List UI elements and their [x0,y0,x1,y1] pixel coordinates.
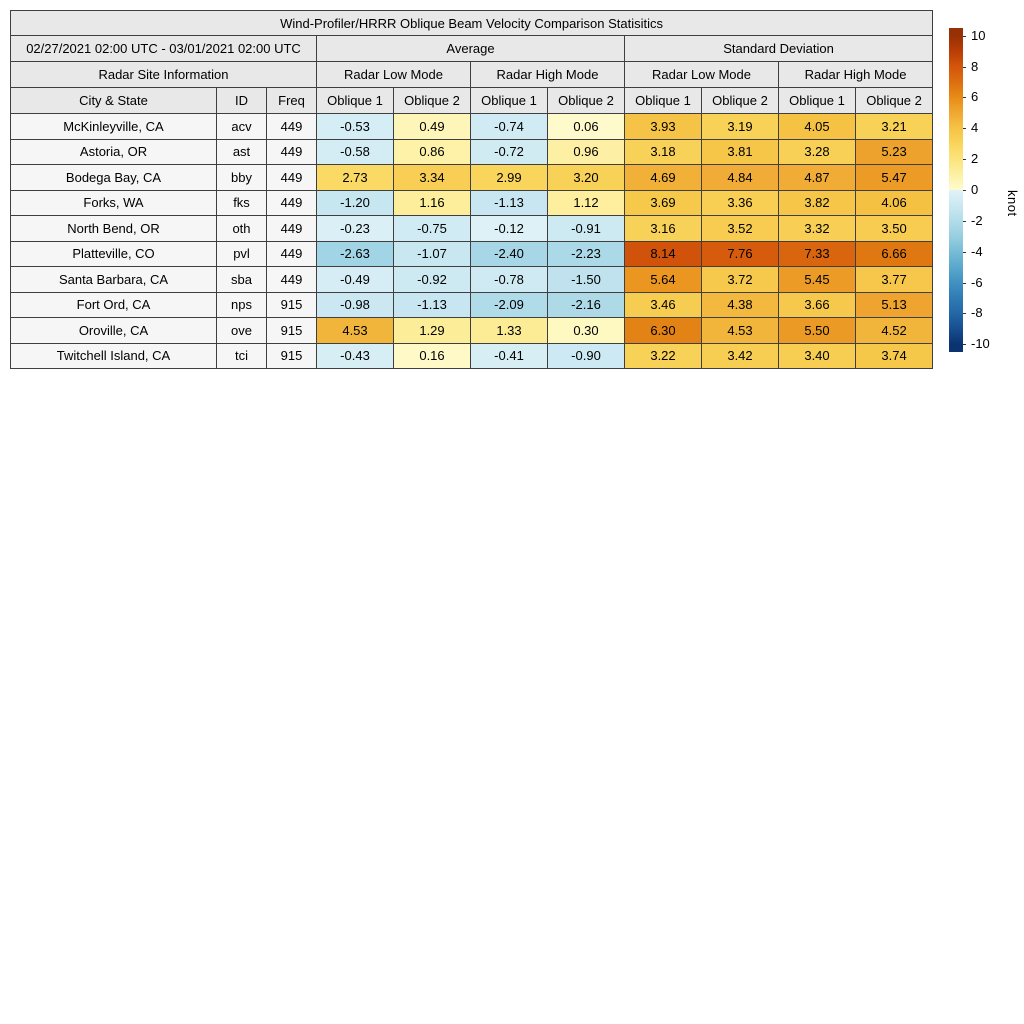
value-cell: -2.40 [471,241,548,267]
colorbar-tick-label: 8 [971,58,979,74]
value-cell: 4.53 [702,318,779,344]
city-state-header: City & State [11,88,217,114]
value-cell: 4.06 [856,190,933,216]
colorbar-tick [963,221,966,222]
statistics-table [10,10,933,369]
oblique2-header: Oblique 2 [548,88,625,114]
value-cell: -1.13 [471,190,548,216]
table-row [11,241,933,267]
value-cell: 2.73 [317,165,394,191]
table-row [11,139,933,165]
id-cell: acv [217,114,267,140]
value-cell: 3.42 [702,343,779,369]
value-cell: -0.53 [317,114,394,140]
std-high-mode-header: Radar High Mode [779,62,933,88]
colorbar-tick [963,313,966,314]
value-cell: -1.50 [548,267,625,293]
value-cell: 3.46 [625,292,702,318]
table-row [11,292,933,318]
city-cell: Astoria, OR [11,139,217,165]
value-cell: -0.91 [548,216,625,242]
std-low-mode-header: Radar Low Mode [625,62,779,88]
value-cell: -0.49 [317,267,394,293]
id-cell: tci [217,343,267,369]
value-cell: -1.20 [317,190,394,216]
value-cell: -0.90 [548,343,625,369]
colorbar-unit-label: knot [1005,190,1020,217]
colorbar-tick-label: -6 [971,274,983,290]
city-cell: Fort Ord, CA [11,292,217,318]
value-cell: 3.66 [779,292,856,318]
colorbar-tick [963,344,966,345]
value-cell: 5.64 [625,267,702,293]
colorbar-tick [963,283,966,284]
city-cell: Oroville, CA [11,318,217,344]
city-cell: Platteville, CO [11,241,217,267]
freq-cell: 449 [267,190,317,216]
city-cell: North Bend, OR [11,216,217,242]
figure-title: Wind-Profiler/HRRR Oblique Beam Velocity Comparison Statisitics [11,11,933,36]
value-cell: -0.92 [394,267,471,293]
oblique1-header: Oblique 1 [471,88,548,114]
colorbar-tick [963,36,966,37]
id-cell: nps [217,292,267,318]
table-row [11,190,933,216]
value-cell: 5.23 [856,139,933,165]
colorbar-tick-label: 2 [971,151,979,167]
value-cell: 0.86 [394,139,471,165]
value-cell: 3.52 [702,216,779,242]
value-cell: 0.30 [548,318,625,344]
value-cell: 1.12 [548,190,625,216]
value-cell: 5.47 [856,165,933,191]
value-cell: 3.16 [625,216,702,242]
value-cell: 3.69 [625,190,702,216]
freq-cell: 449 [267,216,317,242]
value-cell: 4.87 [779,165,856,191]
colorbar-tick-label: 10 [971,27,986,43]
city-cell: Bodega Bay, CA [11,165,217,191]
value-cell: 3.18 [625,139,702,165]
value-cell: -2.63 [317,241,394,267]
colorbar [949,27,1020,352]
value-cell: 3.72 [702,267,779,293]
id-cell: ove [217,318,267,344]
id-cell: pvl [217,241,267,267]
value-cell: 3.50 [856,216,933,242]
city-cell: Forks, WA [11,190,217,216]
value-cell: 5.45 [779,267,856,293]
value-cell: 2.99 [471,165,548,191]
site-info-header: Radar Site Information [11,62,317,88]
value-cell: 0.49 [394,114,471,140]
value-cell: 0.06 [548,114,625,140]
value-cell: 6.30 [625,318,702,344]
colorbar-gradient [949,28,963,352]
id-cell: oth [217,216,267,242]
avg-high-mode-header: Radar High Mode [471,62,625,88]
freq-cell: 449 [267,267,317,293]
value-cell: -2.23 [548,241,625,267]
value-cell: 1.16 [394,190,471,216]
freq-cell: 449 [267,165,317,191]
value-cell: 3.21 [856,114,933,140]
oblique1-header: Oblique 1 [625,88,702,114]
value-cell: -0.12 [471,216,548,242]
value-cell: 3.36 [702,190,779,216]
city-cell: Twitchell Island, CA [11,343,217,369]
value-cell: 3.28 [779,139,856,165]
colorbar-tick [963,67,966,68]
city-cell: Santa Barbara, CA [11,267,217,293]
colorbar-tick-label: -4 [971,243,983,259]
value-cell: 7.76 [702,241,779,267]
colorbar-tick [963,190,966,191]
value-cell: 4.84 [702,165,779,191]
freq-cell: 915 [267,343,317,369]
date-range: 02/27/2021 02:00 UTC - 03/01/2021 02:00 UTC [11,36,317,62]
value-cell: 4.05 [779,114,856,140]
table-row [11,216,933,242]
colorbar-tick [963,159,966,160]
freq-cell: 915 [267,292,317,318]
colorbar-tick [963,128,966,129]
value-cell: 3.40 [779,343,856,369]
id-header: ID [217,88,267,114]
value-cell: 8.14 [625,241,702,267]
freq-cell: 449 [267,114,317,140]
value-cell: -1.13 [394,292,471,318]
value-cell: 6.66 [856,241,933,267]
value-cell: 5.50 [779,318,856,344]
value-cell: 4.69 [625,165,702,191]
value-cell: -0.75 [394,216,471,242]
value-cell: 7.33 [779,241,856,267]
value-cell: -0.41 [471,343,548,369]
value-cell: 3.34 [394,165,471,191]
colorbar-tick-label: -2 [971,212,983,228]
value-cell: -1.07 [394,241,471,267]
value-cell: -0.74 [471,114,548,140]
value-cell: -2.16 [548,292,625,318]
oblique2-header: Oblique 2 [856,88,933,114]
value-cell: 4.53 [317,318,394,344]
value-cell: 3.77 [856,267,933,293]
colorbar-tick [963,97,966,98]
value-cell: -0.72 [471,139,548,165]
table-row [11,165,933,191]
value-cell: 4.38 [702,292,779,318]
freq-header: Freq [267,88,317,114]
id-cell: ast [217,139,267,165]
colorbar-tick-label: -10 [971,336,990,352]
value-cell: 3.19 [702,114,779,140]
value-cell: -2.09 [471,292,548,318]
freq-cell: 449 [267,139,317,165]
table-row [11,267,933,293]
freq-cell: 915 [267,318,317,344]
id-cell: sba [217,267,267,293]
value-cell: 3.32 [779,216,856,242]
id-cell: fks [217,190,267,216]
value-cell: 3.81 [702,139,779,165]
value-cell: -0.98 [317,292,394,318]
colorbar-tick-label: 6 [971,89,979,105]
oblique2-header: Oblique 2 [702,88,779,114]
oblique2-header: Oblique 2 [394,88,471,114]
value-cell: 3.74 [856,343,933,369]
colorbar-tick [963,252,966,253]
value-cell: -0.43 [317,343,394,369]
oblique1-header: Oblique 1 [317,88,394,114]
value-cell: 0.96 [548,139,625,165]
value-cell: -0.23 [317,216,394,242]
id-cell: bby [217,165,267,191]
section-average-header: Average [317,36,625,62]
value-cell: 5.13 [856,292,933,318]
value-cell: 4.52 [856,318,933,344]
value-cell: 3.20 [548,165,625,191]
avg-low-mode-header: Radar Low Mode [317,62,471,88]
value-cell: 0.16 [394,343,471,369]
value-cell: 3.22 [625,343,702,369]
value-cell: -0.58 [317,139,394,165]
table-row [11,114,933,140]
value-cell: 3.93 [625,114,702,140]
colorbar-tick-label: 4 [971,120,979,136]
city-cell: McKinleyville, CA [11,114,217,140]
value-cell: 3.82 [779,190,856,216]
oblique1-header: Oblique 1 [779,88,856,114]
value-cell: -0.78 [471,267,548,293]
freq-cell: 449 [267,241,317,267]
table-row [11,343,933,369]
section-stddev-header: Standard Deviation [625,36,933,62]
value-cell: 1.29 [394,318,471,344]
colorbar-tick-label: -8 [971,305,983,321]
table-row [11,318,933,344]
colorbar-tick-label: 0 [971,182,979,197]
value-cell: 1.33 [471,318,548,344]
